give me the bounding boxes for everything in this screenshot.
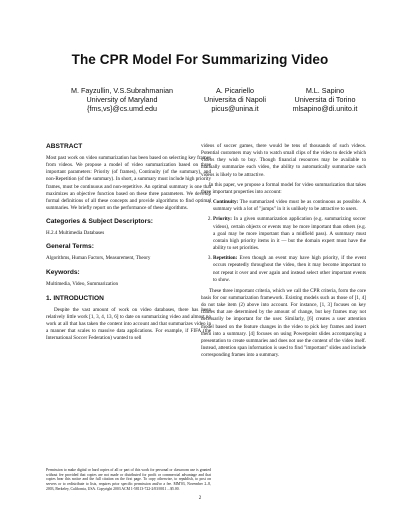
abstract-text: Most past work on video summarization has been based on selecting key frames from videos. We propose a model of video summarization based on three important parameters: Priority (of frames), Continuity (of the summary), and non-Repetition (of the summary). In short, a summary must include high priority frames, must be continuous and non-repetitive. An optimal summary is one that maximizes an objective function based on these three parameters. We develop formal definitions of all these concepts and provide algorithms to find optimal summaries. We briefly report on the performance of these algorithms. (46, 155, 211, 212)
list-item-term: Priority: (213, 216, 232, 223)
list-item (213, 255, 366, 284)
author-3 (275, 86, 375, 113)
author-affiliation: Universita di Torino (294, 95, 356, 104)
list-item-text: In a given summarization application (e.g. summarizing soccer videos), certain objects or events may be more important than others (e.g. a goal may be more important than a midfield pass). A summary must contain high priority items in it — but the domain expert must have the ability to set priorities. (213, 216, 366, 252)
general-terms-heading: General Terms: (46, 243, 94, 251)
keywords-text: Multimedia, Video, Summarization (46, 280, 119, 287)
categories-heading: Categories & Subject Descriptors: (46, 218, 153, 226)
introduction-paragraph: Despite the vast amount of work on video databases, there has been relatively little work [1, 3, 4, 13, 6] to date on summarizing video and almost no work at all that has taken the content into account and that summarizes video in a manner that scales to massive data applications. For example, if FIFA (the International Soccer Federation) wanted to sell (46, 306, 211, 342)
author-2 (185, 86, 285, 113)
criteria-list (201, 199, 366, 284)
author-1 (52, 86, 192, 113)
author-affiliation: Universita di Napoli (204, 95, 266, 104)
author-name: M.L. Sapino (305, 86, 345, 95)
author-name: A. Picariello (216, 86, 254, 95)
page-number: 2 (198, 496, 202, 501)
body-paragraph: These three important criteria, which we call the CPR criteria, form the core basis for our summarization framework. Existing models such as those of [1, 4] do not take item (2) above into account. For instance, [1, 3] focuses on key frames that are determined by the amount of change, but key frames may not necessarily be important for the user. Similarly, [6] creates a user attention model based on the feature changes in the video to pick key frames and insert them into a summary. [4] focuses on using Powerpoint slides accompanying a presentation to create summaries and does not use the content of the video itself. Instead, attention span information is used to find "important" slides and include corresponding frames into a summary. (201, 287, 366, 359)
keywords-heading: Keywords: (46, 268, 80, 276)
author-name: M. Fayzullin, V.S.Subrahmanian (70, 86, 173, 95)
list-item-term: Continuity: (213, 199, 239, 206)
introduction-heading: 1. INTRODUCTION (46, 294, 104, 302)
author-block (0, 86, 400, 126)
list-item-term: Repetition: (213, 255, 238, 262)
author-email: mlsapino@di.unito.it (292, 104, 358, 113)
list-item (213, 216, 366, 252)
list-item-text: The summarized video must be as continuous as possible. A summary with a lot of "jumps" in it is unlikely to be attractive to users. (213, 199, 366, 213)
paper-title: The CPR Model For Summarizing Video (71, 52, 329, 67)
author-email: {fms,vs}@cs.umd.edu (86, 104, 157, 113)
right-column (201, 143, 366, 362)
left-column (46, 143, 211, 346)
abstract-heading: ABSTRACT (46, 143, 83, 150)
categories-text: H.2.4 Multimedia Databases (46, 230, 105, 237)
author-affiliation: University of Maryland (86, 95, 158, 104)
list-item-text: Even though an event may have high priority, if the event occurs repeatedly throughout the video, then it may become important to not repeat it over and over again and instead select other important events to show. (213, 255, 366, 283)
body-paragraph: In this paper, we propose a formal model for video summarization that takes three important properties into account: (201, 181, 366, 195)
general-terms-text: Algorithms, Human Factors, Measurement, Theory (46, 255, 151, 262)
body-paragraph: videos of soccer games, there would be tens of thousands of such videos. Potential customers may wish to watch small clips of the video to decide which videos they wish to buy. Though financial resources may be available to manually summarize each video, the ability to automatically summarize such videos is likely to be attractive. (201, 143, 366, 178)
list-item (213, 199, 366, 213)
copyright-footnote: Permission to make digital or hard copies of all or part of this work for personal or classroom use is granted without fee provided that copies are not made or distributed for profit or commercial advantage and that copies bear this notice and the full citation on the first page. To copy otherwise, to republish, to post on servers or to redistribute to lists, requires prior specific permission and/or a fee. MM'03, November 2–8, 2003, Berkeley, California, USA. Copyright 2003 ACM 1-58113-722-2/03/0011 ...$5.00. (46, 468, 211, 491)
author-email: picus@unina.it (211, 104, 259, 113)
